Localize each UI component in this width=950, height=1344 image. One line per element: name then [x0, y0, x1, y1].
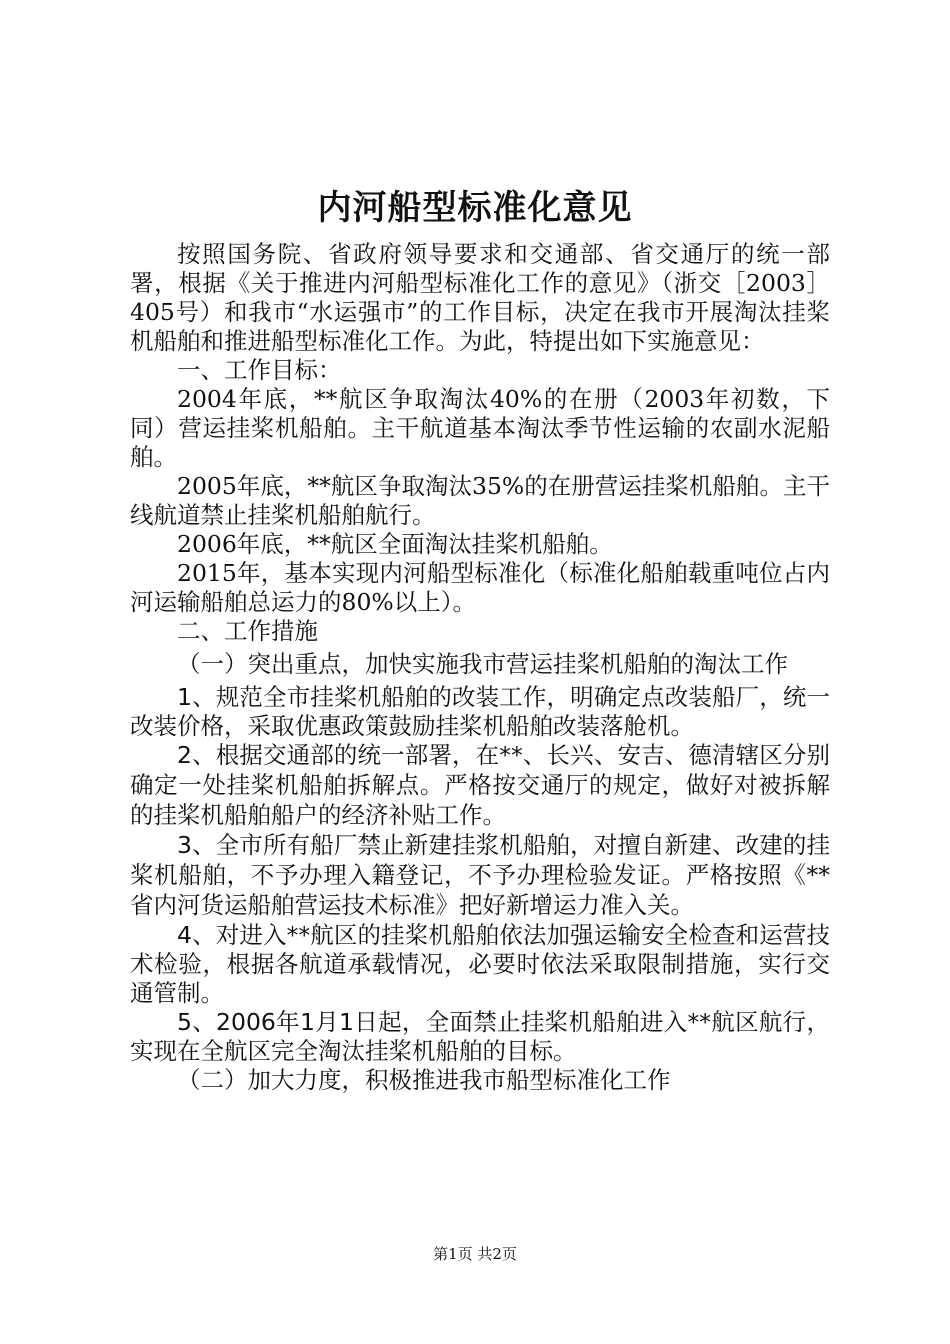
goal-2004-paragraph: 2004年底，**航区争取淘汰40%的在册（2003年初数，下同）营运挂桨机船舶。主干航道基本淘汰季节性运输的农副水泥船舶。	[130, 385, 830, 471]
section-heading-goals: 一、工作目标：	[177, 356, 342, 384]
measure-4-paragraph: 4、对进入**航区的挂桨机船舶依法加强运输安全检查和运营技术检验，根据各航道承载情况，必要时依法采取限制措施，实行交通管制。	[130, 921, 830, 1007]
goal-2006-paragraph: 2006年底，**航区全面淘汰挂桨机船舶。	[177, 530, 613, 558]
page-number-footer: 第1页 共2页	[433, 1245, 517, 1263]
measure-1-paragraph: 1、规范全市挂桨机船舶的改装工作，明确定点改装船厂，统一改装价格，采取优惠政策鼓励挂桨机船舶改装落舱机。	[130, 683, 830, 740]
measure-2-bold-text: 2、根据交通部的统一部署，在**、长兴、安吉、德清辖区分别确定一处挂桨机船舶拆解点。	[130, 741, 830, 799]
subsection-heading-two: （二）加大力度，积极推进我市船型标准化工作	[177, 1066, 671, 1094]
document-body	[130, 240, 830, 1095]
measure-3-paragraph	[130, 831, 830, 921]
measure-2-regular-text: 严格按交通厅的规定，做好对被拆解的挂桨机船舶船户的经济补贴工作。	[130, 771, 831, 829]
goal-2005-paragraph: 2005年底，**航区争取淘汰35%的在册营运挂桨机船舶。主干线航道禁止挂桨机船舶航行。	[130, 472, 830, 529]
goal-2015-paragraph: 2015年，基本实现内河船型标准化（标准化船舶载重吨位占内河运输船舶总运力的80%以上）。	[130, 559, 830, 616]
subsection-heading-one: （一）突出重点，加快实施我市营运挂桨机船舶的淘汰工作	[177, 650, 788, 678]
measure-3-regular-text: 严格按照《**省内河货运船舶营运技术标准》把好新增运力准入关。	[130, 861, 831, 919]
document-title: 内河船型标准化意见	[317, 188, 633, 228]
intro-paragraph: 按照国务院、省政府领导要求和交通部、省交通厅的统一部署，根据《关于推进内河船型标准化工作的意见》（浙交［2003］405号）和我市“水运强市”的工作目标，决定在我市开展淘汰挂桨机船舶和推进船型标准化工作。为此，特提出如下实施意见：	[130, 240, 830, 355]
measure-5-paragraph: 5、2006年1月1日起，全面禁止挂桨机船舶进入**航区航行，实现在全航区完全淘汰挂桨机船舶的目标。	[130, 1008, 830, 1065]
section-heading-measures: 二、工作措施	[177, 617, 318, 645]
measure-3-bold-text: 3、全市所有船厂禁止新建挂浆机船舶，对擅自新建、改建的挂桨机船舶，不予办理入籍登记，不予办理检验发证。	[130, 831, 830, 889]
measure-2-paragraph	[130, 741, 830, 831]
